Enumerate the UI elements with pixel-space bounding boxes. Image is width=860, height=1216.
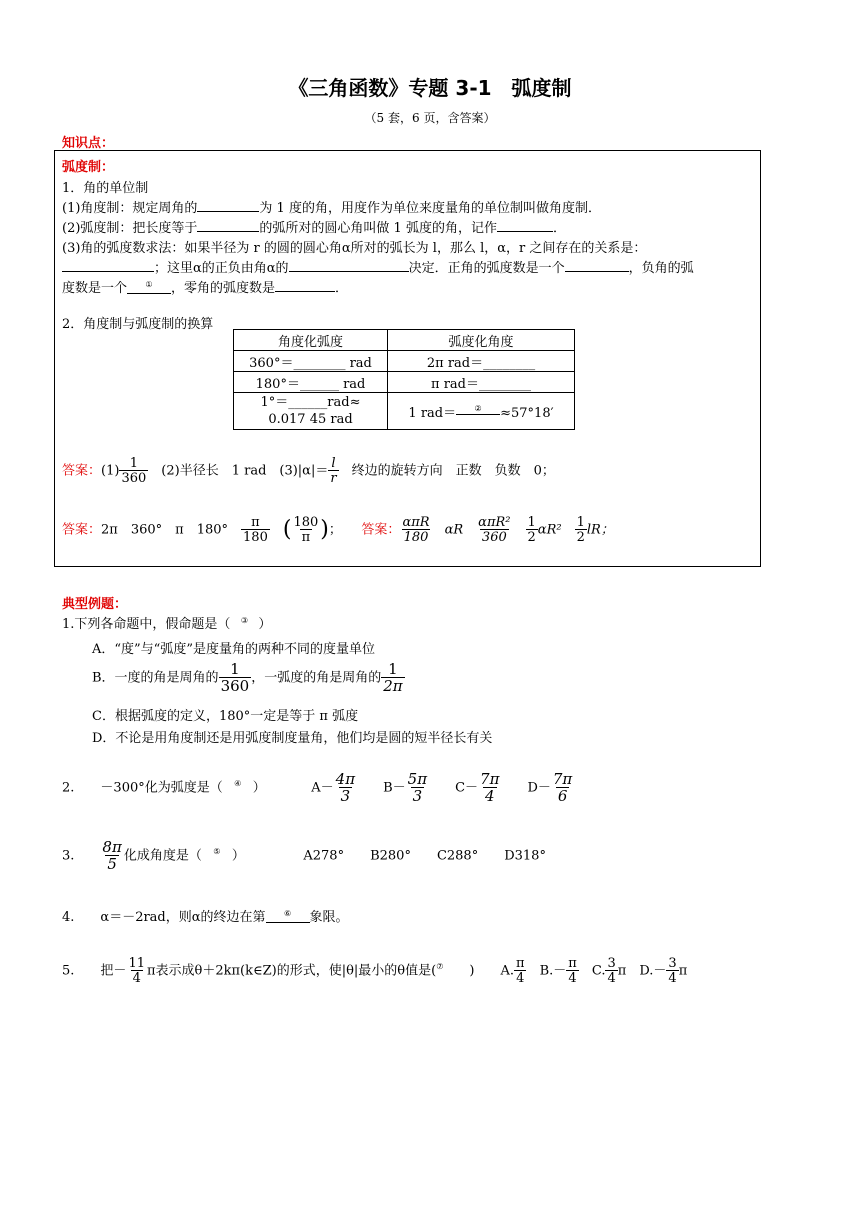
blank-marker-4: ④ [234, 779, 242, 789]
section2-title: 2．角度制与弧度制的换算 [62, 317, 214, 332]
box-heading: 弧度制： [62, 160, 115, 175]
line-4: ；这里α的正负由角α的 决定．正角的弧度数是一个 ，负角的弧 [62, 257, 694, 276]
blank-marker-2: ② [474, 404, 482, 414]
examples-heading: 典型例题： [62, 597, 128, 612]
table-header-deg2rad: 角度化弧度 [234, 330, 388, 351]
table-cell: 1°＝______rad≈ 0.017 45 rad [234, 393, 388, 430]
q1-option-d: D．不论是用角度制还是用弧度制度量角，他们均是圆的短半径长有关 [92, 731, 493, 746]
table-cell: 360°＝________ rad [234, 351, 388, 372]
blank-marker-3: ③ [240, 615, 248, 625]
line-5: 度数是一个 ① ，零角的弧度数是 ． [62, 279, 349, 296]
q1-option-a: A．“度”与“弧度”是度量角的两种不同的度量单位 [92, 642, 375, 657]
question-1: 1.下列各命题中，假命题是（ ③ ） [62, 615, 272, 632]
table-header-rad2deg: 弧度化角度 [388, 330, 575, 351]
blank-marker-7: ⑦ [436, 962, 444, 972]
question-2: 2. －300°化为弧度是（ ④ ） A－ $\frac{4\pi}{3}$ B－ $\frac{5\pi}{3}$ C－ $\frac{7\pi}{4}$ D－ $\frac{7\pi}{6}$ [62, 770, 573, 805]
section1-title: 1．角的单位制 [62, 181, 149, 196]
question-3: 3. $\frac{8\pi}{5}$ 化成角度是（ ⑤ ） A278° B280° C288° D318° [62, 838, 546, 873]
answer-1: 答案：(1) $\frac{1}{360}$ (2)半径长 1 rad (3)|α|＝ $\frac{l}{r}$ 终边的旋转方向 正数 负数 0； [62, 456, 555, 486]
question-4: 4. α＝－2rad，则α的终边在第 ⑥ 象限。 [62, 908, 349, 925]
answer-2: 答案：2π 360° π 180° $\frac{\pi}{180}$ ( $\frac{180}{\pi}$ )； 答案： $\frac{\text{απR}}{180}$ αR $\frac{\text{απR²}}{360}$ $\frac{1}{2}$ αR² $\frac{1}{2}$ lR； [62, 515, 614, 545]
blank-marker-6: ⑥ [283, 908, 292, 918]
table-cell: 180°＝______ rad [234, 372, 388, 393]
line-1: (1)角度制：规定周角的 为 1 度的角，用度作为单位来度量角的单位制叫做角度制． [62, 197, 601, 216]
conversion-table [233, 329, 575, 430]
q1-option-b: B．一度的角是周角的 $\frac{1}{360}$ ，一弧度的角是周角的 $\frac{1}{2\pi}$ [92, 660, 403, 695]
question-5: 5. 把－ $\frac{11}{4}$ π表示成θ＋2kπ(k∈Z)的形式，使|θ|最小的θ值是(⑦ ) A. $\frac{\pi}{4}$ B.－ $\frac{\pi}{4}$ C. $\frac{3}{4}$ π D.－ $\frac{3}{4}$ π [62, 956, 688, 986]
line-2: (2)弧度制：把长度等于 的弧所对的圆心角叫做 1 弧度的角，记作 ． [62, 217, 566, 236]
blank-marker-5: ⑤ [213, 847, 221, 857]
table-cell: 2π rad＝________ [388, 351, 575, 372]
knowledge-heading: 知识点： [62, 136, 115, 151]
table-cell: π rad＝________ [388, 372, 575, 393]
q1-option-c: C．根据弧度的定义，180°一定是等于 π 弧度 [92, 709, 359, 724]
table-cell: 1 rad＝ ② ≈57°18′ [388, 393, 575, 430]
blank-marker-1: ① [145, 279, 153, 289]
page-subtitle: （5 套，6 页，含答案） [364, 111, 496, 125]
page-title: 《三角函数》专题 3-1 弧度制 [288, 76, 572, 100]
line-3: (3)角的弧度数求法：如果半径为 r 的圆的圆心角α所对的弧长为 l，那么 l，α，r 之间存在的关系是： [62, 241, 647, 256]
